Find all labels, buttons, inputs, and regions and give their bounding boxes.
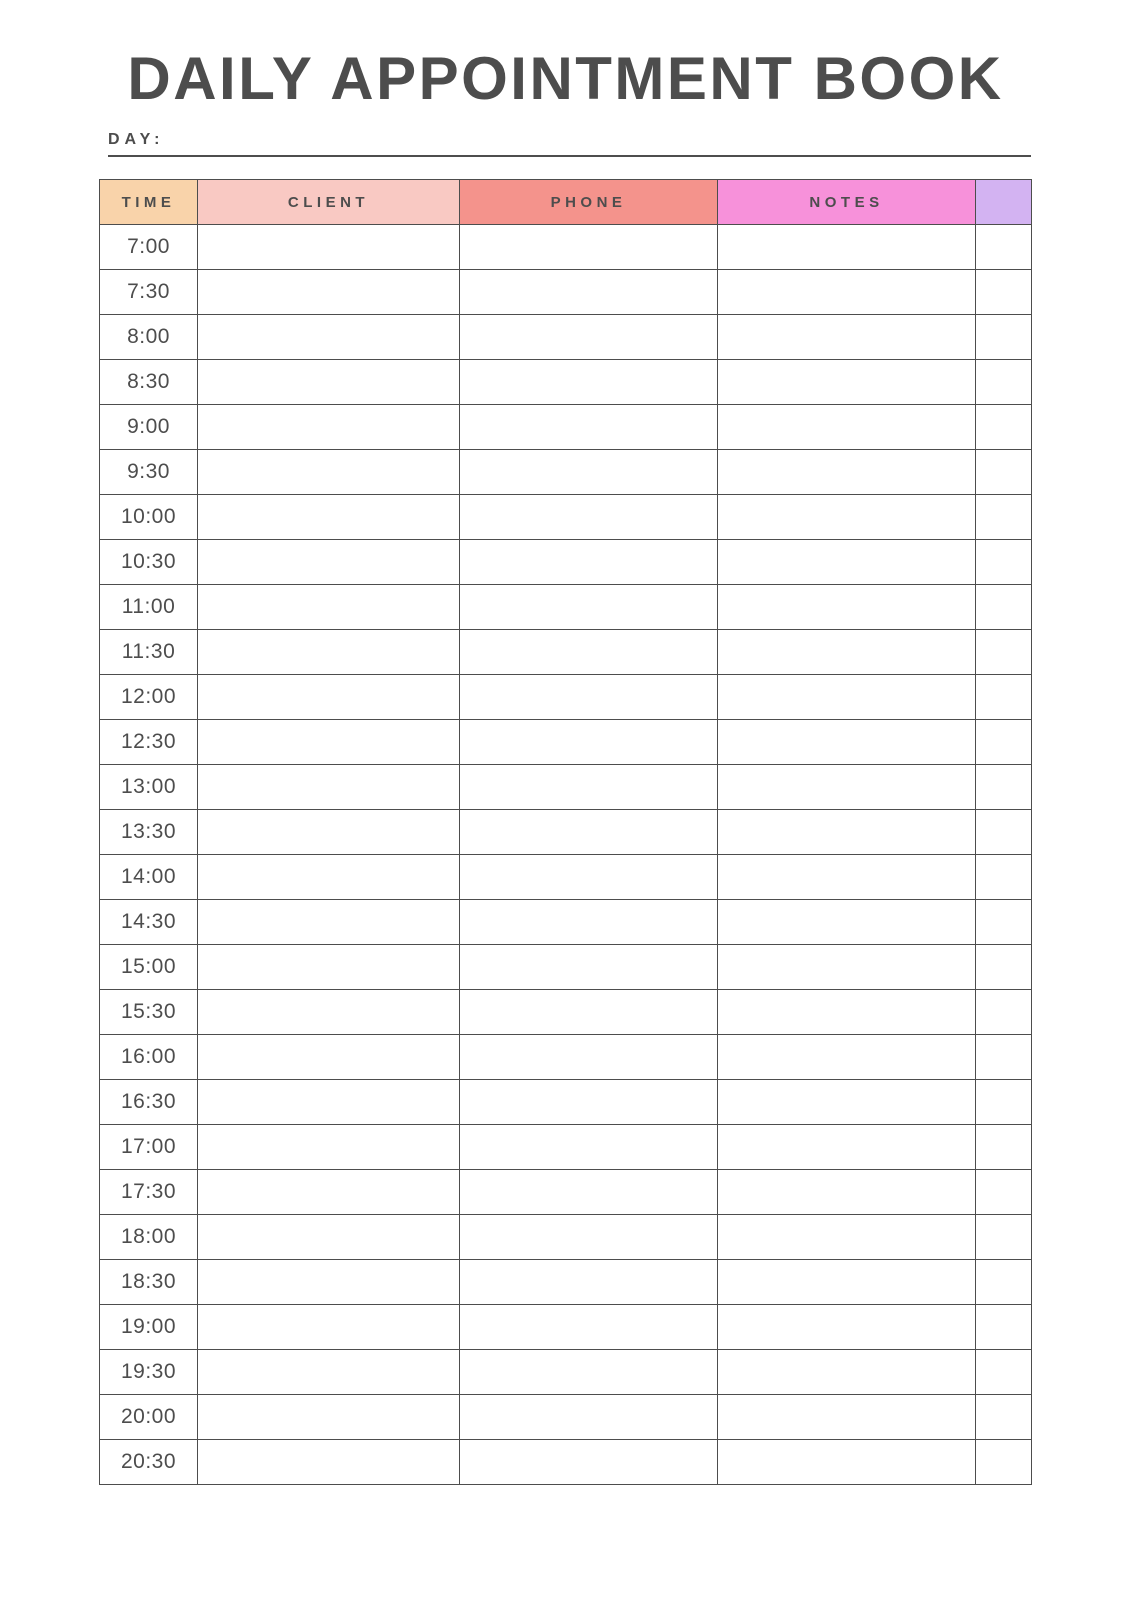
time-cell: 14:30 — [100, 900, 198, 945]
time-cell: 16:00 — [100, 1035, 198, 1080]
appointments-table — [99, 179, 1032, 1485]
phone-cell[interactable] — [460, 1395, 718, 1440]
table-row — [100, 1170, 1032, 1215]
client-cell[interactable] — [198, 810, 460, 855]
phone-cell[interactable] — [460, 315, 718, 360]
client-cell[interactable] — [198, 1080, 460, 1125]
notes-cell[interactable] — [718, 585, 976, 630]
check-cell[interactable] — [976, 1395, 1032, 1440]
check-cell[interactable] — [976, 1305, 1032, 1350]
day-input[interactable] — [164, 131, 1031, 149]
notes-cell[interactable] — [718, 540, 976, 585]
client-cell[interactable] — [198, 1260, 460, 1305]
time-cell: 11:00 — [100, 585, 198, 630]
notes-cell[interactable] — [718, 495, 976, 540]
client-cell[interactable] — [198, 1305, 460, 1350]
time-cell: 17:30 — [100, 1170, 198, 1215]
notes-cell[interactable] — [718, 1305, 976, 1350]
table-row — [100, 765, 1032, 810]
time-cell: 17:00 — [100, 1125, 198, 1170]
client-cell[interactable] — [198, 540, 460, 585]
client-cell[interactable] — [198, 945, 460, 990]
check-cell[interactable] — [976, 225, 1032, 270]
table-row — [100, 900, 1032, 945]
phone-cell[interactable] — [460, 405, 718, 450]
client-cell[interactable] — [198, 990, 460, 1035]
column-header-time: TIME — [100, 180, 198, 225]
check-cell[interactable] — [976, 315, 1032, 360]
phone-cell[interactable] — [460, 540, 718, 585]
client-cell[interactable] — [198, 315, 460, 360]
phone-cell[interactable] — [460, 360, 718, 405]
client-cell[interactable] — [198, 855, 460, 900]
time-cell: 15:30 — [100, 990, 198, 1035]
check-cell[interactable] — [976, 1035, 1032, 1080]
check-cell[interactable] — [976, 270, 1032, 315]
time-cell: 20:00 — [100, 1395, 198, 1440]
table-row — [100, 360, 1032, 405]
client-cell[interactable] — [198, 585, 460, 630]
phone-cell[interactable] — [460, 810, 718, 855]
client-cell[interactable] — [198, 765, 460, 810]
phone-cell[interactable] — [460, 585, 718, 630]
client-cell[interactable] — [198, 720, 460, 765]
notes-cell[interactable] — [718, 1350, 976, 1395]
time-cell: 20:30 — [100, 1440, 198, 1485]
client-cell[interactable] — [198, 1215, 460, 1260]
check-cell[interactable] — [976, 1440, 1032, 1485]
phone-cell[interactable] — [460, 1125, 718, 1170]
phone-cell[interactable] — [460, 675, 718, 720]
notes-cell[interactable] — [718, 900, 976, 945]
time-cell: 19:00 — [100, 1305, 198, 1350]
notes-cell[interactable] — [718, 225, 976, 270]
notes-cell[interactable] — [718, 450, 976, 495]
table-row — [100, 585, 1032, 630]
table-row — [100, 405, 1032, 450]
phone-cell[interactable] — [460, 765, 718, 810]
table-row — [100, 630, 1032, 675]
client-cell[interactable] — [198, 675, 460, 720]
notes-cell[interactable] — [718, 1395, 976, 1440]
client-cell[interactable] — [198, 1440, 460, 1485]
client-cell[interactable] — [198, 360, 460, 405]
check-cell[interactable] — [976, 1170, 1032, 1215]
time-cell: 19:30 — [100, 1350, 198, 1395]
time-cell: 11:30 — [100, 630, 198, 675]
table-row — [100, 855, 1032, 900]
check-cell[interactable] — [976, 810, 1032, 855]
check-cell[interactable] — [976, 1080, 1032, 1125]
column-header-check — [976, 180, 1032, 225]
column-header-phone: PHONE — [460, 180, 718, 225]
table-row — [100, 1350, 1032, 1395]
time-cell: 7:30 — [100, 270, 198, 315]
table-row — [100, 1215, 1032, 1260]
table-row — [100, 1440, 1032, 1485]
time-cell: 18:30 — [100, 1260, 198, 1305]
client-cell[interactable] — [198, 495, 460, 540]
check-cell[interactable] — [976, 945, 1032, 990]
table-row — [100, 720, 1032, 765]
client-cell[interactable] — [198, 450, 460, 495]
time-cell: 14:00 — [100, 855, 198, 900]
client-cell[interactable] — [198, 270, 460, 315]
check-cell[interactable] — [976, 765, 1032, 810]
phone-cell[interactable] — [460, 630, 718, 675]
client-cell[interactable] — [198, 900, 460, 945]
phone-cell[interactable] — [460, 1035, 718, 1080]
check-cell[interactable] — [976, 630, 1032, 675]
notes-cell[interactable] — [718, 810, 976, 855]
client-cell[interactable] — [198, 1395, 460, 1440]
time-cell: 8:30 — [100, 360, 198, 405]
notes-cell[interactable] — [718, 1215, 976, 1260]
notes-cell[interactable] — [718, 1260, 976, 1305]
column-header-notes: NOTES — [718, 180, 976, 225]
check-cell[interactable] — [976, 1260, 1032, 1305]
day-field-row — [108, 131, 1031, 157]
notes-cell[interactable] — [718, 945, 976, 990]
table-row — [100, 1080, 1032, 1125]
check-cell[interactable] — [976, 405, 1032, 450]
time-cell: 9:00 — [100, 405, 198, 450]
notes-cell[interactable] — [718, 405, 976, 450]
day-label: DAY: — [108, 131, 165, 148]
phone-cell[interactable] — [460, 495, 718, 540]
time-cell: 15:00 — [100, 945, 198, 990]
check-cell[interactable] — [976, 360, 1032, 405]
check-cell[interactable] — [976, 720, 1032, 765]
client-cell[interactable] — [198, 1125, 460, 1170]
notes-cell[interactable] — [718, 1035, 976, 1080]
table-row — [100, 270, 1032, 315]
table-row — [100, 675, 1032, 720]
time-cell: 7:00 — [100, 225, 198, 270]
client-cell[interactable] — [198, 225, 460, 270]
check-cell[interactable] — [976, 1350, 1032, 1395]
table-row — [100, 1260, 1032, 1305]
notes-cell[interactable] — [718, 270, 976, 315]
table-row — [100, 990, 1032, 1035]
time-cell: 16:30 — [100, 1080, 198, 1125]
notes-cell[interactable] — [718, 630, 976, 675]
client-cell[interactable] — [198, 405, 460, 450]
phone-cell[interactable] — [460, 900, 718, 945]
notes-cell[interactable] — [718, 675, 976, 720]
time-cell: 13:00 — [100, 765, 198, 810]
table-row — [100, 1125, 1032, 1170]
notes-cell[interactable] — [718, 1170, 976, 1215]
time-cell: 18:00 — [100, 1215, 198, 1260]
phone-cell[interactable] — [460, 855, 718, 900]
time-cell: 10:30 — [100, 540, 198, 585]
check-cell[interactable] — [976, 495, 1032, 540]
client-cell[interactable] — [198, 1035, 460, 1080]
notes-cell[interactable] — [718, 1080, 976, 1125]
table-header — [100, 180, 1032, 225]
notes-cell[interactable] — [718, 765, 976, 810]
table-row — [100, 315, 1032, 360]
phone-cell[interactable] — [460, 270, 718, 315]
time-cell: 12:00 — [100, 675, 198, 720]
time-cell: 12:30 — [100, 720, 198, 765]
phone-cell[interactable] — [460, 1080, 718, 1125]
table-row — [100, 450, 1032, 495]
check-cell[interactable] — [976, 855, 1032, 900]
phone-cell[interactable] — [460, 1260, 718, 1305]
check-cell[interactable] — [976, 1215, 1032, 1260]
table-row — [100, 225, 1032, 270]
table-row — [100, 945, 1032, 990]
table-row — [100, 1035, 1032, 1080]
client-cell[interactable] — [198, 1170, 460, 1215]
notes-cell[interactable] — [718, 360, 976, 405]
notes-cell[interactable] — [718, 315, 976, 360]
check-cell[interactable] — [976, 585, 1032, 630]
table-row — [100, 810, 1032, 855]
phone-cell[interactable] — [460, 1170, 718, 1215]
phone-cell[interactable] — [460, 450, 718, 495]
client-cell[interactable] — [198, 630, 460, 675]
table-row — [100, 495, 1032, 540]
notes-cell[interactable] — [718, 720, 976, 765]
notes-cell[interactable] — [718, 855, 976, 900]
check-cell[interactable] — [976, 540, 1032, 585]
table-header-row — [100, 180, 1032, 225]
column-header-client: CLIENT — [198, 180, 460, 225]
check-cell[interactable] — [976, 990, 1032, 1035]
notes-cell[interactable] — [718, 990, 976, 1035]
phone-cell[interactable] — [460, 1350, 718, 1395]
check-cell[interactable] — [976, 675, 1032, 720]
time-cell: 8:00 — [100, 315, 198, 360]
phone-cell[interactable] — [460, 720, 718, 765]
page-title: DAILY APPOINTMENT BOOK — [127, 45, 1004, 112]
notes-cell[interactable] — [718, 1440, 976, 1485]
phone-cell[interactable] — [460, 1440, 718, 1485]
time-cell: 9:30 — [100, 450, 198, 495]
phone-cell[interactable] — [460, 225, 718, 270]
check-cell[interactable] — [976, 1125, 1032, 1170]
phone-cell[interactable] — [460, 990, 718, 1035]
table-row — [100, 1305, 1032, 1350]
check-cell[interactable] — [976, 450, 1032, 495]
table-body — [100, 225, 1032, 1485]
table-row — [100, 540, 1032, 585]
time-cell: 10:00 — [100, 495, 198, 540]
client-cell[interactable] — [198, 1350, 460, 1395]
time-cell: 13:30 — [100, 810, 198, 855]
phone-cell[interactable] — [460, 1305, 718, 1350]
notes-cell[interactable] — [718, 1125, 976, 1170]
check-cell[interactable] — [976, 900, 1032, 945]
phone-cell[interactable] — [460, 1215, 718, 1260]
phone-cell[interactable] — [460, 945, 718, 990]
table-row — [100, 1395, 1032, 1440]
